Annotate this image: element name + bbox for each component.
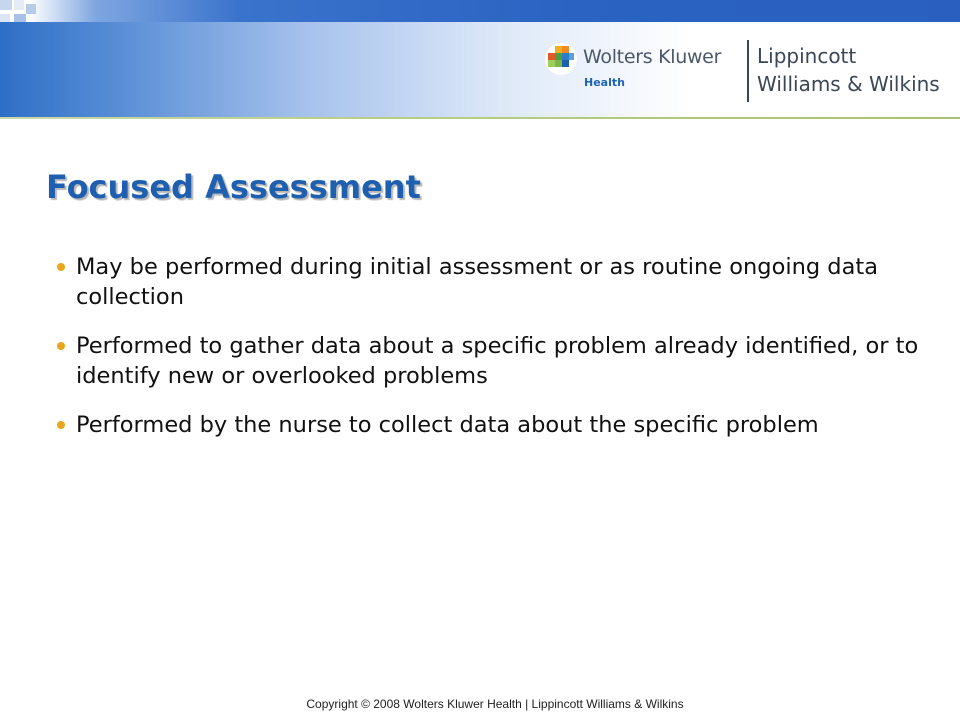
footer-copyright: Copyright © 2008 Wolters Kluwer Health | Lippincott Williams & Wilkins (306, 697, 684, 711)
wolters-kluwer-logo-icon (544, 42, 578, 76)
logo-imprint-line2: Williams & Wilkins (757, 72, 940, 96)
bullet-list (55, 252, 930, 459)
decorative-squares (0, 0, 70, 40)
logo-division-name: Health (584, 76, 625, 89)
wolters-kluwer-logo (540, 38, 960, 108)
bullet-icon (57, 342, 65, 350)
bullet-text: Performed to gather data about a specific problem already identified, or to identify new or overlooked problems (76, 333, 919, 389)
bullet-text: Performed by the nurse to collect data about the specific problem (76, 412, 819, 438)
bullet-item (55, 331, 930, 391)
header-rule (0, 117, 960, 119)
logo-imprint-line1: Lippincott (757, 44, 857, 68)
bullet-text: May be performed during initial assessment or as routine ongoing data collection (76, 254, 878, 310)
logo-company-name: Wolters Kluwer (583, 46, 722, 68)
logo-divider (747, 40, 749, 102)
bullet-icon (57, 421, 65, 429)
slide-title: Focused Assessment (46, 168, 421, 206)
bullet-icon (57, 263, 65, 271)
header-top-stripe (0, 0, 960, 22)
bullet-item (55, 410, 930, 440)
bullet-item (55, 252, 930, 312)
